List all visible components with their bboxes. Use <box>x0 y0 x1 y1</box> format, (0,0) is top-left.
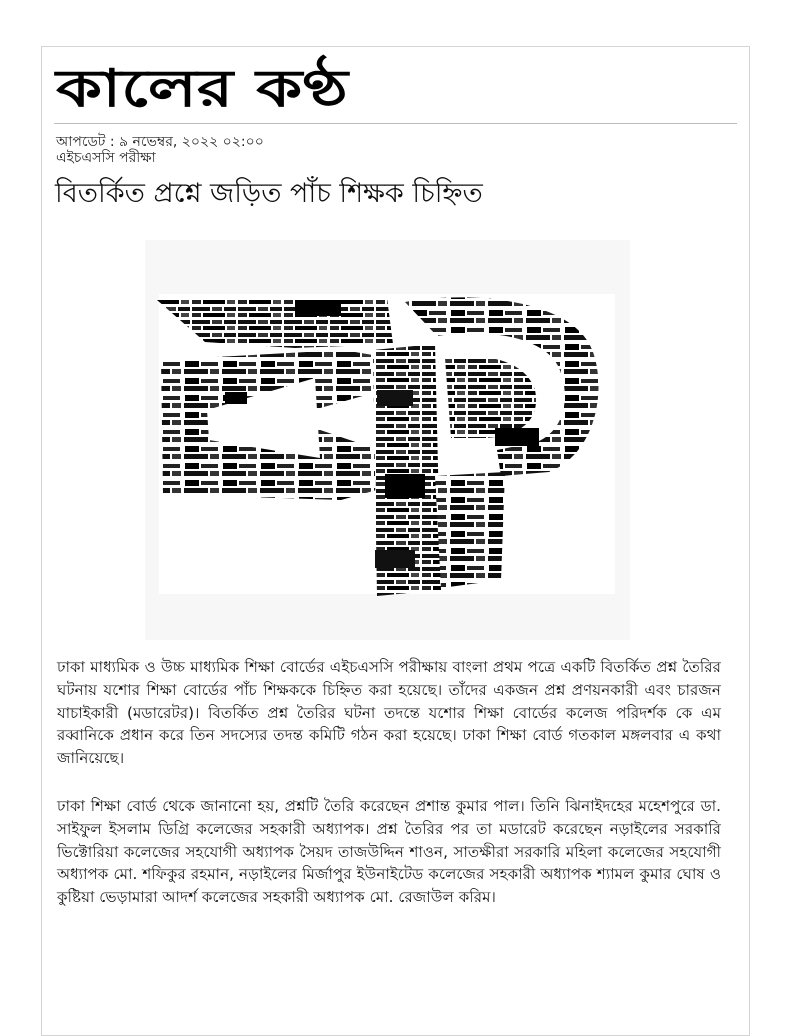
article-paragraph: ঢাকা শিক্ষা বোর্ড থেকে জানানো হয়, প্রশ্নটি তৈরি করেছেন প্রশান্ত কুমার পাল। তিনি ঝিনাইদহের মহেশপুরে ডা. সাইফুল ইসলাম ডিগ্রি কলেজের সহকারী অধ্যাপক। প্রশ্ন তৈরির পর তা মডারেট করেছেন নড়াইলের সরকারি ভিক্টোরিয়া কলেজের সহযোগী অধ্যাপক সৈয়দ তাজউদ্দিন শাওন, সাতক্ষীরা সরকারি মহিলা কলেজের সহযোগী অধ্যাপক মো. শফিকুর রহমান, নড়াইলের মির্জাপুর ইউনাইটেড কলেজের সহকারী অধ্যাপক শ্যামল কুমার ঘোষ ও কুষ্টিয়া ভেড়ামারা আদর্শ কলেজের সহকারী অধ্যাপক মো. রেজাউল করিম। <box>57 797 721 907</box>
masthead-logo-text: কালের কণ্ঠ <box>56 59 287 118</box>
article-headline: বিতর্কিত প্রশ্নে জড়িত পাঁচ শিক্ষক চিহ্নিত <box>55 178 483 209</box>
word-collage-logo-icon <box>145 240 630 640</box>
article-image <box>145 240 630 640</box>
article-category[interactable]: এইচএসসি পরীক্ষা <box>56 150 156 166</box>
masthead-divider <box>54 123 737 124</box>
update-timestamp: আপডেট : ৯ নভেম্বর, ২০২২ ০২:০০ <box>56 134 264 150</box>
article-paragraph: ঢাকা মাধ্যমিক ও উচ্চ মাধ্যমিক শিক্ষা বোর্ডের এইচএসসি পরীক্ষায় বাংলা প্রথম পত্রে একটি বিতর্কিত প্রশ্ন তৈরির ঘটনায় যশোর শিক্ষা বোর্ডের পাঁচ শিক্ষককে চিহ্নিত করা হয়েছে। তাঁদের একজন প্রশ্ন প্রণয়নকারী এবং চারজন যাচাইকারী (মডারেটর)। বিতর্কিত প্রশ্ন তৈরির ঘটনা তদন্তে যশোর শিক্ষা বোর্ডের কলেজ পরিদর্শক কে এম রব্বানিকে প্রধান করে তিন সদস্যের তদন্ত কমিটি গঠন করা হয়েছে। ঢাকা শিক্ষা বোর্ড গতকাল মঙ্গলবার এ কথা জানিয়েছে। <box>57 658 721 768</box>
masthead-logo[interactable] <box>54 52 354 118</box>
